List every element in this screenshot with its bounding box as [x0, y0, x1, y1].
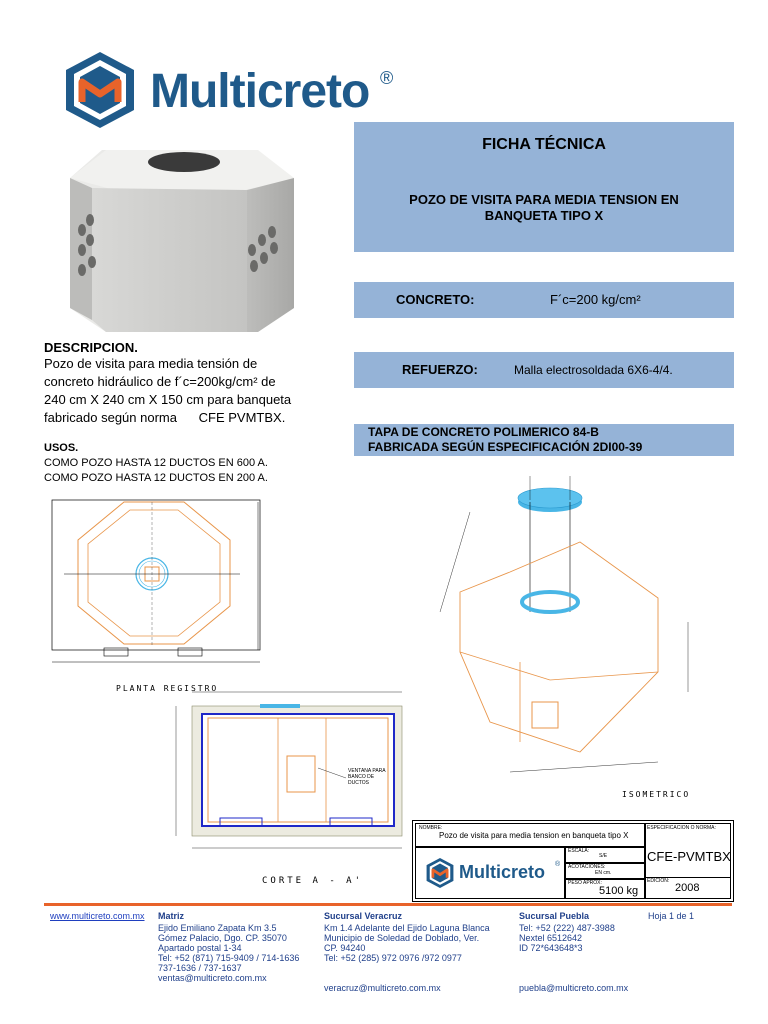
corte-label: CORTE A - A': [262, 876, 364, 886]
veracruz-l1: Km 1.4 Adelante del Ejido Laguna Blanca: [324, 923, 490, 933]
brand-logo: [62, 50, 402, 130]
descripcion-line2: concreto hidráulico de f´c=200kg/cm² de: [44, 374, 276, 389]
multicreto-logo-icon: [62, 50, 138, 130]
tb-nombre-value: Pozo de visita para media tension en banqueta tipo X: [439, 831, 629, 840]
footer-veracruz: [324, 911, 490, 993]
tb-edicion-value: 2008: [675, 882, 700, 894]
tapa-line1: TAPA DE CONCRETO POLIMERICO 84-B: [368, 425, 599, 439]
ficha-tecnica-title: FICHA TÉCNICA: [482, 136, 606, 153]
veracruz-title: Sucursal Veracruz: [324, 911, 403, 921]
tb-espec-label: ESPECIFICACION O NORMA:: [647, 825, 716, 831]
usos-line2: COMO POZO HASTA 12 DUCTOS EN 200 A.: [44, 472, 268, 484]
puebla-l3: ID 72*643648*3: [519, 943, 583, 953]
brand-registered: ®: [380, 68, 394, 88]
matriz-title: Matriz: [158, 911, 185, 921]
descripcion-line4: fabricado según norma CFE PVMTBX.: [44, 410, 286, 425]
tb-escala-label: ESCALA:: [568, 848, 590, 854]
isometric-drawing: [430, 462, 700, 792]
veracruz-l2: Municipio de Soledad de Doblado, Ver.: [324, 933, 480, 943]
veracruz-email[interactable]: veracruz@multicreto.com.mx: [324, 983, 441, 993]
puebla-l1: Tel: +52 (222) 487-3988: [519, 923, 615, 933]
matriz-email[interactable]: ventas@multicreto.com.mx: [158, 973, 267, 983]
matriz-l4: Tel: +52 (871) 715-9409 / 714-1636: [158, 953, 300, 963]
footer-divider: [44, 903, 732, 906]
tb-escala-value: S/E: [599, 853, 608, 859]
brand-name: Multicreto: [150, 65, 370, 118]
tb-edicion-label: EDICION:: [647, 878, 670, 884]
descripcion-heading: DESCRIPCION.: [44, 340, 138, 355]
tb-nombre-label: NOMBRE:: [419, 825, 443, 831]
usos-heading: USOS.: [44, 442, 79, 454]
veracruz-l4: Tel: +52 (285) 972 0976 /972 0977: [324, 953, 462, 963]
multicreto-logo-small-icon: [425, 856, 455, 890]
matriz-l1: Ejido Emiliano Zapata Km 3.5: [158, 923, 277, 933]
puebla-title: Sucursal Puebla: [519, 911, 590, 921]
isometrico-label: ISOMETRICO: [622, 790, 691, 799]
usos-line1: COMO POZO HASTA 12 DUCTOS EN 600 A.: [44, 457, 268, 469]
plan-view-drawing: [44, 496, 274, 676]
planta-label: PLANTA REGISTRO: [116, 684, 219, 693]
descripcion-line1: Pozo de visita para media tensión de: [44, 356, 258, 371]
tb-brand-registered: ®: [555, 861, 561, 868]
product-subtitle-line2: BANQUETA TIPO X: [484, 208, 604, 223]
refuerzo-value: Malla electrosoldada 6X6-4/4.: [514, 363, 673, 377]
website-link[interactable]: www.multicreto.com.mx: [50, 911, 145, 921]
tb-brand-name: Multicreto: [459, 862, 546, 882]
product-subtitle-line1: POZO DE VISITA PARA MEDIA TENSION EN: [409, 192, 679, 207]
title-block: [412, 820, 734, 902]
veracruz-l3: CP. 94240: [324, 943, 366, 953]
matriz-l5: 737-1636 / 737-1637: [158, 963, 242, 973]
footer-puebla: [519, 911, 628, 993]
matriz-l3: Apartado postal 1-34: [158, 943, 242, 953]
tb-acot-value: EN cm.: [595, 870, 612, 876]
tb-peso-label: PESO APROX:: [568, 880, 602, 886]
puebla-l2: Nextel 6512642: [519, 933, 583, 943]
puebla-email[interactable]: puebla@multicreto.com.mx: [519, 983, 629, 993]
page-indicator: Hoja 1 de 1: [648, 911, 695, 921]
tb-acot-label: ACOTACIONES:: [568, 864, 606, 870]
tapa-line2: FABRICADA SEGÚN ESPECIFICACIÓN 2DI00-39: [368, 440, 643, 454]
concreto-value: F´c=200 kg/cm²: [550, 292, 641, 307]
product-photo: [62, 140, 302, 340]
descripcion-line3: 240 cm X 240 cm X 150 cm para banqueta: [44, 392, 292, 407]
ventana-note: VENTANA PARA BANCO DE DUCTOS: [348, 768, 386, 786]
footer-matriz: [158, 911, 299, 983]
tb-espec-value: CFE-PVMTBX: [647, 849, 731, 864]
refuerzo-label: REFUERZO:: [402, 362, 478, 377]
concreto-label: CONCRETO:: [396, 292, 475, 307]
tb-logo: [425, 855, 559, 891]
matriz-l2: Gómez Palacio, Dgo. CP. 35070: [158, 933, 287, 943]
tb-peso-value: 5100 kg: [599, 885, 639, 897]
